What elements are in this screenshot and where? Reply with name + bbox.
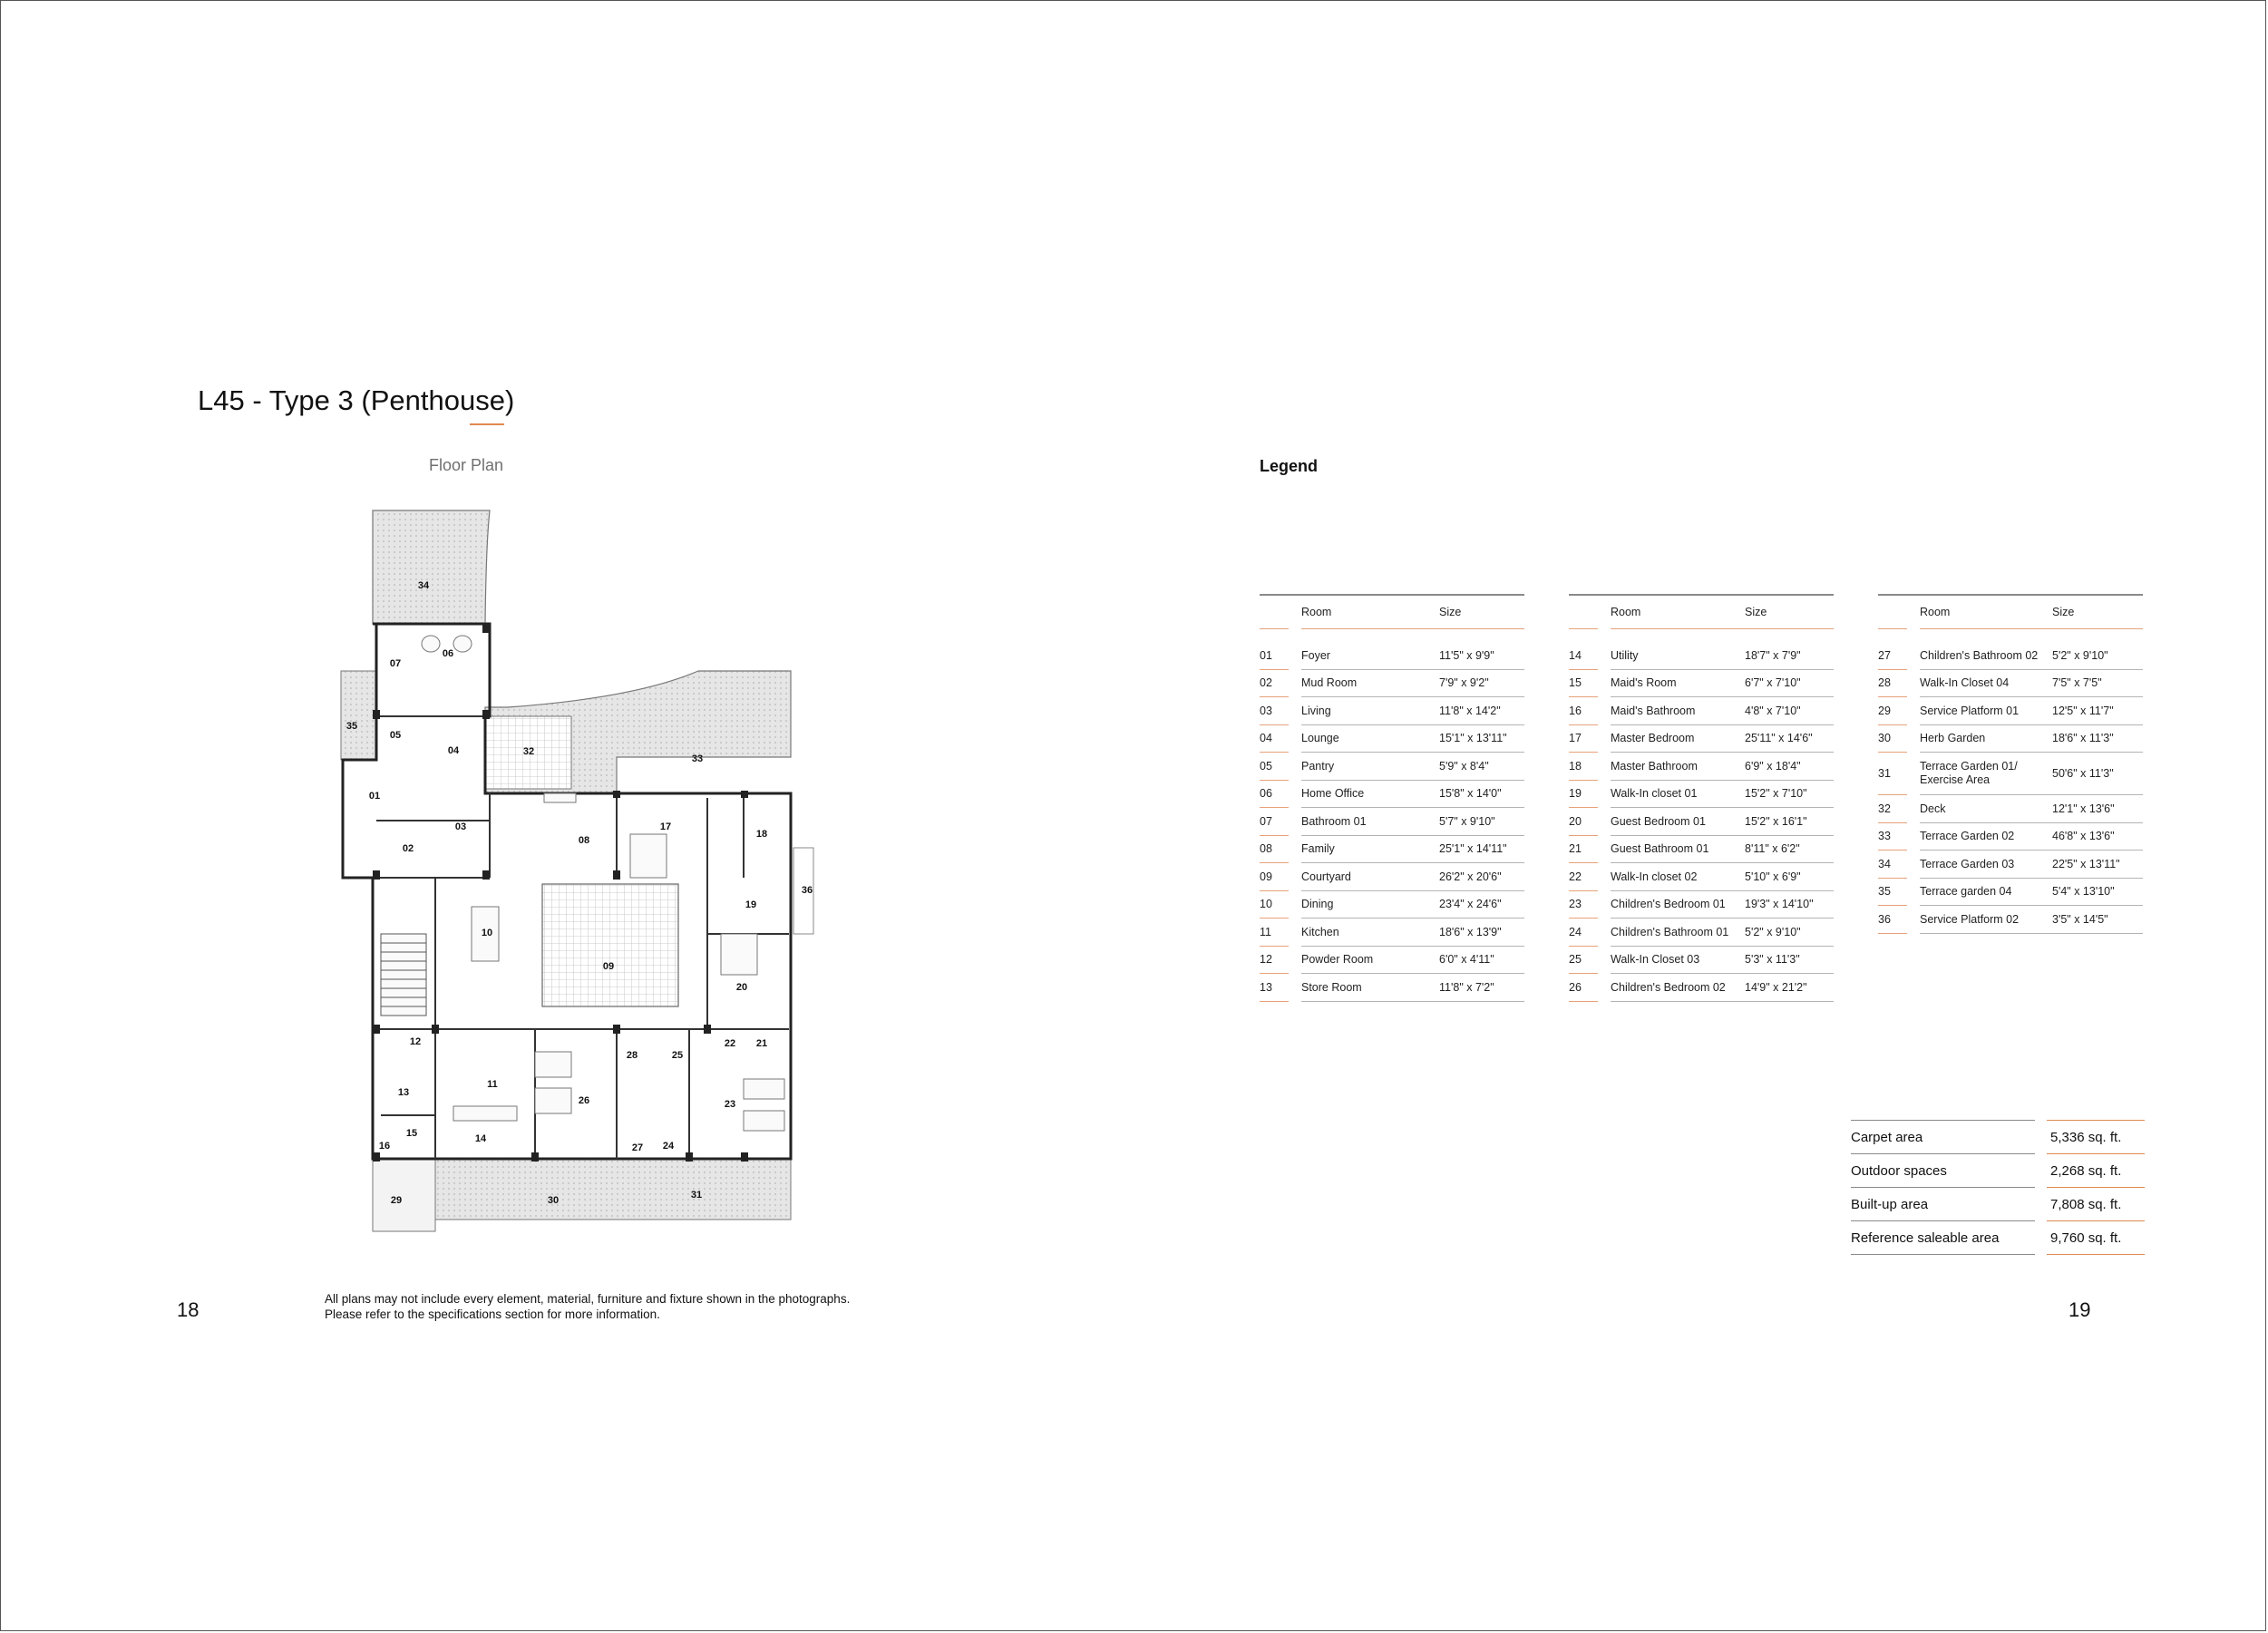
room-size: 6'7" x 7'10": [1745, 669, 1834, 697]
room-number: 02: [1260, 669, 1289, 697]
room-name: Pantry: [1301, 753, 1439, 781]
plan-label-02: 02: [402, 843, 414, 854]
room-name: Family: [1301, 835, 1439, 863]
plan-label-34: 34: [417, 580, 430, 591]
legend-row: [1569, 974, 1834, 1002]
courtyard: [542, 884, 678, 1006]
plan-label-30: 30: [547, 1195, 560, 1206]
room-name: Lounge: [1301, 724, 1439, 753]
room-number: 12: [1260, 946, 1289, 974]
room-name-line-2: Exercise Area: [1920, 773, 1991, 786]
room-size: 25'1" x 14'11": [1439, 835, 1524, 863]
room-size: 11'8" x 14'2": [1439, 697, 1524, 725]
room-number: 30: [1878, 724, 1907, 753]
room-number: 03: [1260, 697, 1289, 725]
room-size: 11'5" x 9'9": [1439, 629, 1524, 670]
room-name: Courtyard: [1301, 863, 1439, 891]
room-size: 7'5" x 7'5": [2052, 669, 2143, 697]
room-size: 15'1" x 13'11": [1439, 724, 1524, 753]
room-name: Herb Garden: [1920, 724, 2052, 753]
room-number: 04: [1260, 724, 1289, 753]
room-name: Foyer: [1301, 629, 1439, 670]
area-value: 9,760 sq. ft.: [2047, 1221, 2145, 1255]
area-row: [1851, 1221, 2145, 1255]
room-size: 12'5" x 11'7": [2052, 697, 2143, 725]
plan-label-31: 31: [690, 1190, 703, 1200]
legend-row: [1260, 808, 1524, 836]
room-name: Master Bathroom: [1611, 753, 1745, 781]
room-number: 28: [1878, 669, 1907, 697]
area-label: Outdoor spaces: [1851, 1154, 2035, 1188]
room-name: Walk-In Closet 04: [1920, 669, 2052, 697]
room-number: 07: [1260, 808, 1289, 836]
room-number: 27: [1878, 629, 1907, 670]
room-header: Room: [1920, 595, 2052, 629]
legend-table-1: [1260, 594, 1524, 1002]
legend-row: [1260, 697, 1524, 725]
room-size: 46'8" x 13'6": [2052, 822, 2143, 851]
room-name: Children's Bedroom 02: [1611, 974, 1745, 1002]
room-name: Terrace Garden 03: [1920, 851, 2052, 879]
plan-label-18: 18: [755, 829, 768, 840]
service-platform-01: [373, 1159, 435, 1231]
plan-label-08: 08: [578, 835, 590, 846]
area-value: 2,268 sq. ft.: [2047, 1154, 2145, 1188]
room-number: 23: [1569, 890, 1598, 919]
room-size: 4'8" x 7'10": [1745, 697, 1834, 725]
plan-label-09: 09: [602, 961, 615, 972]
plan-label-29: 29: [390, 1195, 403, 1206]
legend-row: [1878, 724, 2143, 753]
legend-row: [1878, 822, 2143, 851]
room-size: 19'3" x 14'10": [1745, 890, 1834, 919]
legend-row: [1260, 919, 1524, 947]
room-name: Deck: [1920, 795, 2052, 823]
room-header: Room: [1301, 595, 1439, 629]
room-size: 5'9" x 8'4": [1439, 753, 1524, 781]
room-name: Walk-In closet 01: [1611, 780, 1745, 808]
room-size: 18'7" x 7'9": [1745, 629, 1834, 670]
floor-plan-label: Floor Plan: [429, 456, 504, 474]
room-number: 19: [1569, 780, 1598, 808]
legend-row: [1569, 724, 1834, 753]
size-header: Size: [1439, 595, 1524, 629]
room-number: 13: [1260, 974, 1289, 1002]
legend-row: [1569, 835, 1834, 863]
legend-row: [1569, 863, 1834, 891]
room-number: 20: [1569, 808, 1598, 836]
room-name: Terrace Garden 01/: [1920, 760, 2018, 773]
room-number: 01: [1260, 629, 1289, 670]
room-size: 15'2" x 16'1": [1745, 808, 1834, 836]
plan-label-16: 16: [378, 1141, 391, 1152]
plan-label-36: 36: [801, 885, 813, 896]
plan-label-21: 21: [755, 1038, 768, 1049]
room-number: 34: [1878, 851, 1907, 879]
plan-label-05: 05: [389, 730, 402, 741]
room-number: 06: [1260, 780, 1289, 808]
room-size: 18'6" x 13'9": [1439, 919, 1524, 947]
room-name: Children's Bedroom 01: [1611, 890, 1745, 919]
legend-row: [1260, 724, 1524, 753]
plan-label-04: 04: [447, 745, 460, 756]
plan-label-25: 25: [671, 1050, 684, 1061]
room-name: Walk-In Closet 03: [1611, 946, 1745, 974]
herb-terrace: [435, 1159, 791, 1220]
room-number: 15: [1569, 669, 1598, 697]
room-header: Room: [1611, 595, 1745, 629]
area-label: Built-up area: [1851, 1188, 2035, 1221]
room-name: Children's Bathroom 02: [1920, 629, 2052, 670]
area-value: 5,336 sq. ft.: [2047, 1121, 2145, 1154]
plan-label-06: 06: [442, 648, 454, 659]
room-number: 14: [1569, 629, 1598, 670]
legend-row: [1569, 697, 1834, 725]
legend-table-2: [1569, 594, 1834, 1002]
area-value: 7,808 sq. ft.: [2047, 1188, 2145, 1221]
terrace-garden-03: [373, 510, 490, 624]
page-number-right: 19: [2068, 1298, 2091, 1321]
plan-label-32: 32: [522, 746, 535, 757]
legend-row: [1260, 890, 1524, 919]
room-name-two-line: [1920, 753, 2052, 795]
area-summary: [1851, 1120, 2145, 1255]
room-name: Store Room: [1301, 974, 1439, 1002]
legend-row: [1569, 669, 1834, 697]
staircase: [381, 934, 426, 1016]
legend-row: [1878, 878, 2143, 906]
room-number: 32: [1878, 795, 1907, 823]
plan-label-27: 27: [631, 1142, 644, 1153]
area-label: Carpet area: [1851, 1121, 2035, 1154]
room-size: 5'7" x 9'10": [1439, 808, 1524, 836]
plan-label-33: 33: [691, 753, 704, 764]
plan-label-15: 15: [405, 1128, 418, 1139]
room-name: Service Platform 01: [1920, 697, 2052, 725]
area-row: [1851, 1154, 2145, 1188]
room-number: 18: [1569, 753, 1598, 781]
room-name: Terrace Garden 02: [1920, 822, 2052, 851]
room-name: Mud Room: [1301, 669, 1439, 697]
legend-row: [1260, 974, 1524, 1002]
area-label: Reference saleable area: [1851, 1221, 2035, 1255]
room-size: 50'6" x 11'3": [2052, 753, 2143, 795]
size-header: Size: [1745, 595, 1834, 629]
legend-row: [1878, 906, 2143, 934]
legend-row: [1878, 753, 2143, 795]
legend-row: [1260, 863, 1524, 891]
room-name: Maid's Bathroom: [1611, 697, 1745, 725]
room-number: 10: [1260, 890, 1289, 919]
plan-label-13: 13: [397, 1087, 410, 1098]
room-number: 17: [1569, 724, 1598, 753]
legend-row: [1260, 669, 1524, 697]
room-size: 11'8" x 7'2": [1439, 974, 1524, 1002]
legend-row: [1260, 946, 1524, 974]
room-name: Dining: [1301, 890, 1439, 919]
room-size: 7'9" x 9'2": [1439, 669, 1524, 697]
room-number: 29: [1878, 697, 1907, 725]
room-size: 26'2" x 20'6": [1439, 863, 1524, 891]
legend-row: [1569, 890, 1834, 919]
room-number: 35: [1878, 878, 1907, 906]
room-name: Service Platform 02: [1920, 906, 2052, 934]
plan-label-28: 28: [626, 1050, 638, 1061]
room-name: Powder Room: [1301, 946, 1439, 974]
plan-label-12: 12: [409, 1036, 422, 1047]
room-size: 15'8" x 14'0": [1439, 780, 1524, 808]
plan-label-10: 10: [481, 928, 493, 938]
room-name: Guest Bedroom 01: [1611, 808, 1745, 836]
legend-row: [1878, 851, 2143, 879]
room-number: 31: [1878, 753, 1907, 795]
plan-label-22: 22: [724, 1038, 736, 1049]
plan-label-14: 14: [474, 1133, 487, 1144]
room-size: 5'3" x 11'3": [1745, 946, 1834, 974]
legend-table-3: [1878, 594, 2143, 934]
legend-row: [1569, 946, 1834, 974]
page-title: L45 - Type 3 (Penthouse): [198, 384, 515, 416]
disclaimer: [325, 1291, 850, 1322]
legend-row: [1569, 629, 1834, 670]
legend-row: [1569, 780, 1834, 808]
plan-label-19: 19: [745, 899, 757, 910]
floor-plan-drawing: [336, 503, 813, 1238]
plan-label-11: 11: [487, 1079, 498, 1090]
room-size: 5'2" x 9'10": [1745, 919, 1834, 947]
plan-label-01: 01: [368, 791, 381, 802]
room-size: 23'4" x 24'6": [1439, 890, 1524, 919]
legend-row: [1878, 795, 2143, 823]
room-name: Walk-In closet 02: [1611, 863, 1745, 891]
plan-label-35: 35: [346, 721, 358, 732]
room-size: 12'1" x 13'6": [2052, 795, 2143, 823]
room-size: 15'2" x 7'10": [1745, 780, 1834, 808]
room-number: 09: [1260, 863, 1289, 891]
room-size: 5'4" x 13'10": [2052, 878, 2143, 906]
room-name: Terrace garden 04: [1920, 878, 2052, 906]
legend-row: [1878, 669, 2143, 697]
legend-row: [1569, 808, 1834, 836]
room-name: Home Office: [1301, 780, 1439, 808]
room-number: 25: [1569, 946, 1598, 974]
title-underline: [470, 423, 504, 425]
plan-label-26: 26: [578, 1095, 590, 1106]
room-size: 6'0" x 4'11": [1439, 946, 1524, 974]
room-name: Kitchen: [1301, 919, 1439, 947]
plan-label-17: 17: [659, 821, 672, 832]
size-header: Size: [2052, 595, 2143, 629]
legend-heading: Legend: [1260, 457, 1319, 475]
plan-label-20: 20: [735, 982, 748, 993]
legend-row: [1260, 780, 1524, 808]
plan-label-03: 03: [454, 821, 467, 832]
room-size: 25'11" x 14'6": [1745, 724, 1834, 753]
room-size: 14'9" x 21'2": [1745, 974, 1834, 1002]
room-name: Master Bedroom: [1611, 724, 1745, 753]
room-number: 26: [1569, 974, 1598, 1002]
room-number: 16: [1569, 697, 1598, 725]
room-number: 21: [1569, 835, 1598, 863]
legend-row: [1569, 753, 1834, 781]
room-number: 22: [1569, 863, 1598, 891]
room-number: 08: [1260, 835, 1289, 863]
room-size: 6'9" x 18'4": [1745, 753, 1834, 781]
terrace-garden-04: [341, 671, 376, 760]
legend-row: [1878, 629, 2143, 670]
room-name: Living: [1301, 697, 1439, 725]
room-size: 18'6" x 11'3": [2052, 724, 2143, 753]
room-number: 36: [1878, 906, 1907, 934]
room-name: Children's Bathroom 01: [1611, 919, 1745, 947]
room-size: 3'5" x 14'5": [2052, 906, 2143, 934]
disclaimer-line-1: All plans may not include every element, material, furniture and fixture shown in the photographs.: [325, 1292, 851, 1306]
room-number: 11: [1260, 919, 1289, 947]
plan-label-07: 07: [389, 658, 402, 669]
legend-row: [1260, 629, 1524, 670]
plan-label-23: 23: [724, 1099, 736, 1110]
area-row: [1851, 1188, 2145, 1221]
room-number: 33: [1878, 822, 1907, 851]
room-size: 22'5" x 13'11": [2052, 851, 2143, 879]
room-name: Guest Bathroom 01: [1611, 835, 1745, 863]
legend-row: [1260, 835, 1524, 863]
room-name: Maid's Room: [1611, 669, 1745, 697]
room-name: Utility: [1611, 629, 1745, 670]
room-size: 5'2" x 9'10": [2052, 629, 2143, 670]
room-size: 8'11" x 6'2": [1745, 835, 1834, 863]
disclaimer-line-2: Please refer to the specifications section for more information.: [325, 1307, 660, 1321]
plan-label-24: 24: [662, 1141, 675, 1152]
room-number: 05: [1260, 753, 1289, 781]
room-size: 5'10" x 6'9": [1745, 863, 1834, 891]
legend-row: [1569, 919, 1834, 947]
legend-row: [1260, 753, 1524, 781]
page-number-left: 18: [177, 1298, 200, 1321]
room-name: Bathroom 01: [1301, 808, 1439, 836]
area-row: [1851, 1121, 2145, 1154]
legend-row: [1878, 697, 2143, 725]
room-number: 24: [1569, 919, 1598, 947]
